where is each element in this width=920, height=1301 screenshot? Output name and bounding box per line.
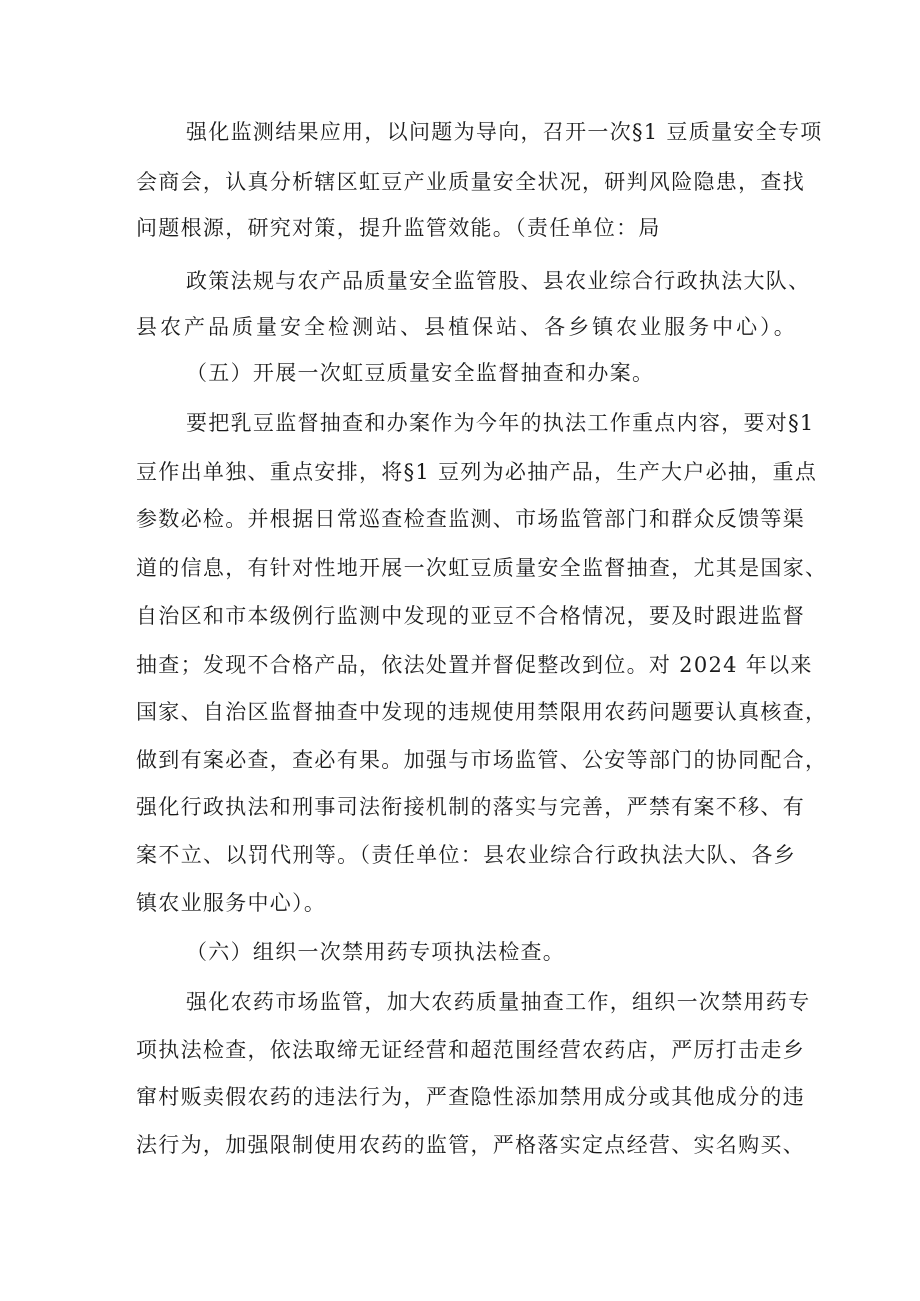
- text-line: 道的信息，有针对性地开展一次虹豆质量安全监督抽查，尤其是国家、: [136, 556, 828, 580]
- text-line: 县农产品质量安全检测站、县植保站、各乡镇农业服务中心）。: [136, 315, 796, 339]
- text-line: 会商会，认真分析辖区虹豆产业质量安全状况，研判风险隐患，查找: [136, 170, 805, 194]
- text-line: 抽查；发现不合格产品，依法处置并督促整改到位。对 2024 年以来: [136, 653, 813, 677]
- section-heading: （六）组织一次禁用药专项执法检查。: [186, 940, 566, 964]
- text-line: 强化农药市场监管，加大农药质量抽查工作，组织一次禁用药专: [186, 990, 811, 1014]
- text-line: 项执法检查，依法取缔无证经营和超范围经营农药店，严厉打击走乡: [136, 1038, 805, 1062]
- text-line: 要把乳豆监督抽查和办案作为今年的执法工作重点内容，要对§1: [186, 411, 815, 435]
- text-line: 法行为，加强限制使用农药的监管，严格落实定点经营、实名购买、: [136, 1133, 805, 1157]
- section-heading: （五）开展一次虹豆质量安全监督抽查和办案。: [186, 361, 655, 385]
- text-line: 窜村贩卖假农药的违法行为，严查隐性添加禁用成分或其他成分的违: [136, 1085, 805, 1109]
- text-line: 国家、自治区监督抽查中发现的违规使用禁限用农药问题要认真核查，: [136, 700, 828, 724]
- text-line: 强化监测结果应用，以问题为导向，召开一次§1 豆质量安全专项: [186, 120, 823, 144]
- text-line: 参数必检。并根据日常巡查检查监测、市场监管部门和群众反馈等渠: [136, 507, 805, 531]
- text-line: 问题根源，研究对策，提升监管效能。（责任单位：局: [136, 216, 661, 240]
- text-line: 自治区和市本级例行监测中发现的亚豆不合格情况，要及时跟进监督: [136, 604, 805, 628]
- text-line: 案不立、以罚代刑等。（责任单位：县农业综合行政执法大队、各乡: [136, 843, 796, 867]
- text-line: 镇农业服务中心）。: [136, 891, 327, 915]
- text-line: 强化行政执法和刑事司法衔接机制的落实与完善，严禁有案不移、有: [136, 795, 805, 819]
- text-line: 豆作出单独、重点安排，将§1 豆列为必抽产品，生产大户必抽，重点: [136, 460, 818, 484]
- text-line: 做到有案必查，查必有果。加强与市场监管、公安等部门的协同配合，: [136, 748, 828, 772]
- text-line: 政策法规与农产品质量安全监管股、县农业综合行政执法大队、: [186, 269, 811, 293]
